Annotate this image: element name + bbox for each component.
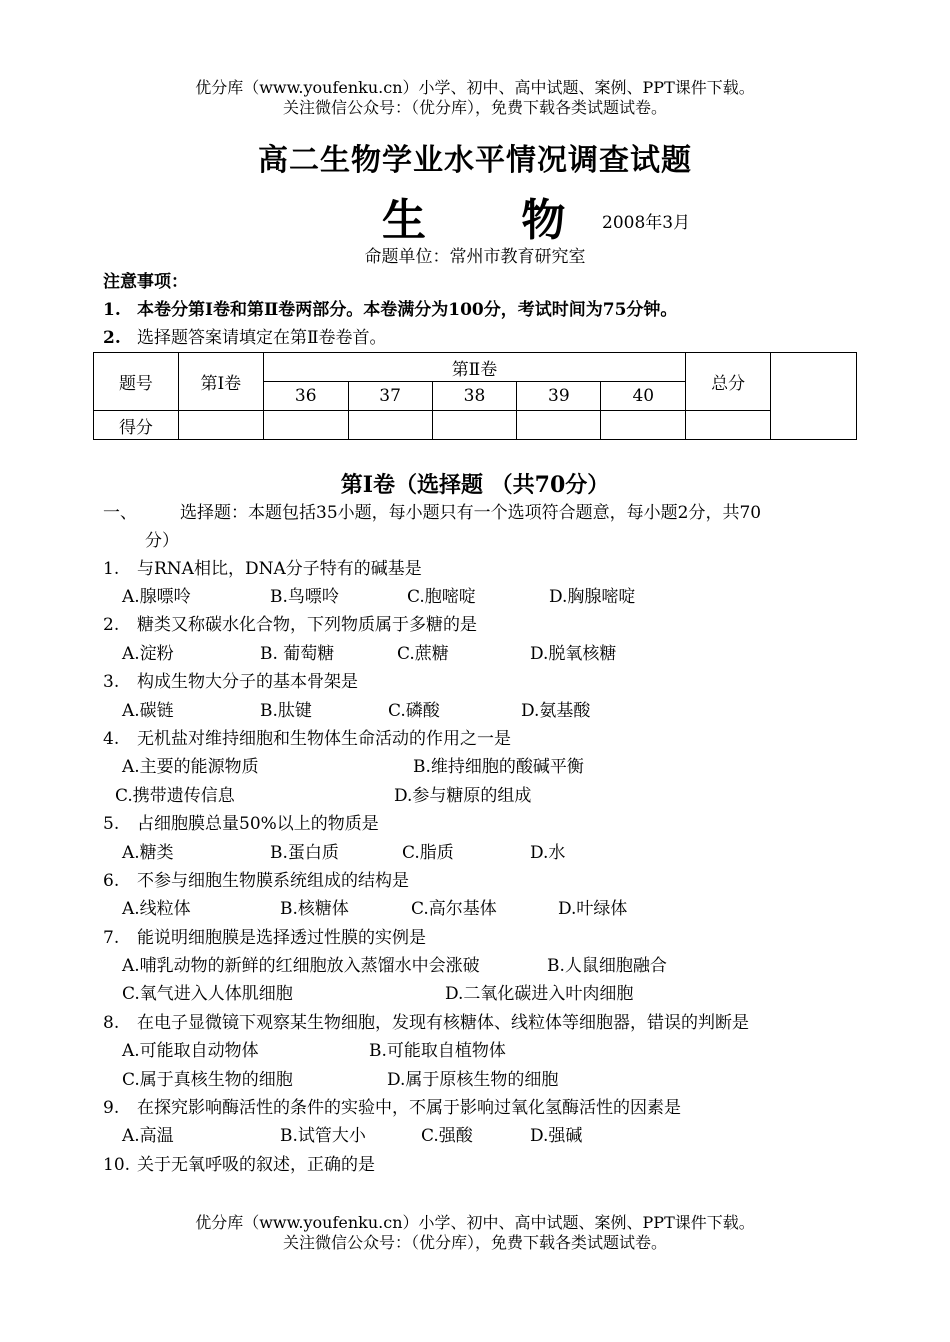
question-3-option-a: A.碳链 [122,701,174,721]
score-cell-40[interactable] [601,411,686,440]
question-9-option-a: A.高温 [122,1126,174,1146]
footer-line-2: 关注微信公众号：（优分库），免费下载各类试题试卷。 [282,1233,667,1252]
question-5-text: 占细胞膜总量50%以上的物质是 [137,814,379,834]
question-8-option-a: A.可能取自动物体 [122,1041,259,1061]
question-4-option-b: B.维持细胞的酸碱平衡 [413,757,584,777]
score-cell-39[interactable] [517,411,601,440]
question-5-option-b: B.蛋白质 [270,843,339,863]
question-1-option-a: A.腺嘌呤 [122,587,191,607]
question-1-num: 1. [103,559,120,579]
question-4-num: 4. [103,729,120,749]
question-4-option-a: A.主要的能源物质 [122,757,259,777]
question-6-num: 6. [103,871,120,891]
question-9-option-c: C.强酸 [421,1126,473,1146]
question-1-option-d: D.胸腺嘧啶 [549,587,636,607]
question-8-option-b: B.可能取自植物体 [369,1041,506,1061]
score-table-total-value[interactable] [771,353,857,440]
score-table [93,352,857,440]
exam-date: 2008年3月 [602,213,691,233]
question-4-option-c: C.携带遗传信息 [115,786,235,806]
question-2-option-c: C.蔗糖 [397,644,449,664]
notice-item-2: 选择题答案请填定在第Ⅱ卷卷首。 [137,328,387,348]
question-7-option-a: A.哺乳动物的新鲜的红细胞放入蒸馏水中会涨破 [122,956,480,976]
question-6-option-a: A.线粒体 [122,899,191,919]
question-6-option-b: B.核糖体 [280,899,349,919]
score-table-header-label: 题号 [94,353,179,411]
score-table-col-40: 40 [601,382,686,411]
score-table-part2: 第Ⅱ卷 [263,353,685,382]
score-table-col-38: 38 [432,382,517,411]
footer-line-1: 优分库（www.youfenku.cn）小学、初中、高中试题、案例、PPT课件下载。 [195,1213,755,1232]
section-intro: 选择题：本题包括35小题，每小题只有一个选项符合题意，每小题2分，共70 [180,503,762,523]
exam-title: 高二生物学业水平情况调查试题 [258,143,692,178]
section-intro-cont: 分） [145,531,179,551]
question-2-option-d: D.脱氧核糖 [530,644,617,664]
exam-unit: 命题单位：常州市教育研究室 [364,247,586,267]
question-9-option-d: D.强碱 [530,1126,583,1146]
section-intro-num: 一、 [103,503,137,523]
score-table-score-label: 得分 [94,411,179,440]
question-5-num: 5. [103,814,120,834]
question-5-option-a: A.糖类 [122,843,174,863]
question-2-option-b: B. 葡萄糖 [260,644,335,664]
score-cell-38[interactable] [432,411,517,440]
question-10-text: 关于无氧呼吸的叙述，正确的是 [137,1155,375,1175]
question-3-text: 构成生物大分子的基本骨架是 [137,672,358,692]
question-6-text: 不参与细胞生物膜系统组成的结构是 [137,871,409,891]
question-1-option-b: B.鸟嘌呤 [270,587,339,607]
question-2-num: 2. [103,615,120,635]
question-8-option-c: C.属于真核生物的细胞 [122,1070,293,1090]
header-line-1: 优分库（www.youfenku.cn）小学、初中、高中试题、案例、PPT课件下载。 [195,78,755,97]
question-7-option-c: C.氧气进入人体肌细胞 [122,984,293,1004]
notice-item-2-num: 2. [103,328,121,348]
question-1-text: 与RNA相比，DNA分子特有的碱基是 [137,559,422,579]
question-9-num: 9. [103,1098,120,1118]
question-7-text: 能说明细胞膜是选择透过性膜的实例是 [137,928,426,948]
question-5-option-d: D.水 [530,843,566,863]
question-3-option-d: D.氨基酸 [521,701,591,721]
question-4-text: 无机盐对维持细胞和生物体生命活动的作用之一是 [137,729,511,749]
question-8-num: 8. [103,1013,120,1033]
question-4-option-d: D.参与糖原的组成 [394,786,532,806]
question-9-option-b: B.试管大小 [280,1126,366,1146]
question-7-option-d: D.二氧化碳进入叶肉细胞 [445,984,634,1004]
notice-item-1-num: 1. [103,300,121,320]
score-table-col-37: 37 [348,382,432,411]
score-table-col-39: 39 [517,382,601,411]
score-cell-36[interactable] [263,411,348,440]
question-3-option-c: C.磷酸 [388,701,440,721]
score-table-col-36: 36 [263,382,348,411]
question-7-option-b: B.人鼠细胞融合 [547,956,667,976]
question-2-text: 糖类又称碳水化合物，下列物质属于多糖的是 [137,615,477,635]
question-7-num: 7. [103,928,120,948]
subject-title: 生 物 [382,195,606,246]
section-title: 第Ⅰ卷（选择题 （共70分） [340,472,610,498]
header-line-2: 关注微信公众号：（优分库），免费下载各类试题试卷。 [282,98,667,117]
question-5-option-c: C.脂质 [402,843,454,863]
question-8-text: 在电子显微镜下观察某生物细胞，发现有核糖体、线粒体等细胞器，错误的判断是 [137,1013,749,1033]
score-cell-37[interactable] [348,411,432,440]
score-cell-part1[interactable] [178,411,263,440]
score-table-part1: 第Ⅰ卷 [178,353,263,411]
notice-heading: 注意事项： [103,272,188,292]
notice-item-1: 本卷分第Ⅰ卷和第Ⅱ卷两部分。本卷满分为100分，考试时间为75分钟。 [137,300,678,320]
question-10-num: 10. [103,1155,131,1175]
score-table-total: 总分 [686,353,771,411]
question-6-option-c: C.高尔基体 [411,899,497,919]
question-3-option-b: B.肽键 [260,701,312,721]
score-cell-total[interactable] [686,411,771,440]
question-6-option-d: D.叶绿体 [558,899,628,919]
question-8-option-d: D.属于原核生物的细胞 [387,1070,559,1090]
question-1-option-c: C.胞嘧啶 [407,587,476,607]
question-9-text: 在探究影响酶活性的条件的实验中，不属于影响过氧化氢酶活性的因素是 [137,1098,681,1118]
question-2-option-a: A.淀粉 [122,644,174,664]
question-3-num: 3. [103,672,120,692]
